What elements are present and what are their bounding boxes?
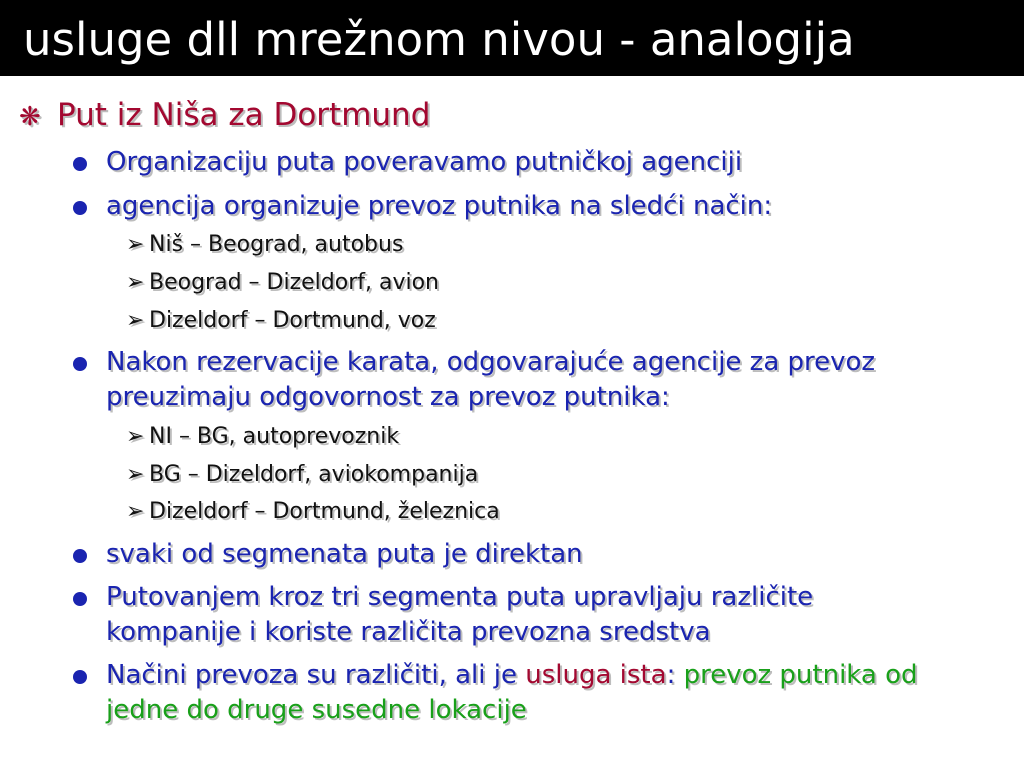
dot-bullet-icon: [73, 670, 87, 684]
subbullet-dizeldorf-dortmund: [126, 306, 436, 336]
subbullet-text: BG – Dizeldorf, aviokompanija: [149, 462, 479, 487]
text-segment: Načini prevoza su različiti, ali je: [106, 660, 526, 690]
arrow-bullet-icon: ➢: [126, 462, 145, 487]
slide-title: usluge dll mrežnom nivou - analogija: [23, 13, 855, 66]
arrow-bullet-icon: ➢: [126, 424, 145, 449]
subbullet-text: Niš – Beograd, autobus: [149, 232, 404, 257]
arrow-bullet-icon: ➢: [126, 270, 145, 295]
bullet-text-line1: Putovanjem kroz tri segmenta puta upravljaju različite: [106, 582, 814, 612]
subbullet-bg-dizeldorf: [126, 460, 478, 490]
dot-bullet-icon: [73, 549, 87, 563]
bullet-text-line1: Nakon rezervacije karata, odgovarajuće agencije za prevoz: [106, 347, 876, 377]
dot-bullet-icon: [73, 357, 87, 371]
title-bar: [0, 0, 1024, 76]
subbullet-text: Beograd – Dizeldorf, avion: [149, 270, 439, 295]
subbullet-ni-bg: [126, 422, 399, 452]
arrow-bullet-icon: ➢: [126, 232, 145, 257]
bullet-text-line2: preuzimaju odgovornost za prevoz putnika:: [106, 382, 670, 412]
highlight-usluga-ista: usluga ista: [525, 660, 667, 690]
bullet-text: Organizaciju puta poveravamo putničkoj agenciji: [106, 147, 743, 177]
dot-bullet-icon: [73, 592, 87, 606]
highlight-lokacije: jedne do druge susedne lokacije: [106, 695, 527, 725]
subbullet-nis-beograd: [126, 230, 403, 260]
subbullet-beograd-dizeldorf: [126, 268, 439, 298]
subbullet-text: NI – BG, autoprevoznik: [149, 424, 400, 449]
bullet-text: svaki od segmenata puta je direktan: [106, 539, 583, 569]
asterisk-bullet-icon: ❋: [19, 102, 41, 132]
bullet-text: Put iz Niša za Dortmund: [57, 97, 431, 133]
bullet-put-iz-nisa: [19, 95, 430, 137]
arrow-bullet-icon: ➢: [126, 499, 145, 524]
bullet-text-line1: [106, 658, 918, 693]
subbullet-text: Dizeldorf – Dortmund, železnica: [149, 499, 500, 524]
subbullet-dizeldorf-dortmund-zeleznica: [126, 497, 500, 527]
highlight-prevoz-putnika: prevoz putnika od: [683, 660, 918, 690]
bullet-text-line2: kompanije i koriste različita prevozna sredstva: [106, 617, 711, 647]
arrow-bullet-icon: ➢: [126, 308, 145, 333]
dot-bullet-icon: [73, 157, 87, 171]
dot-bullet-icon: [73, 201, 87, 215]
bullet-text: agencija organizuje prevoz putnika na sledći način:: [106, 191, 773, 221]
subbullet-text: Dizeldorf – Dortmund, voz: [149, 308, 436, 333]
text-segment: :: [666, 660, 684, 690]
